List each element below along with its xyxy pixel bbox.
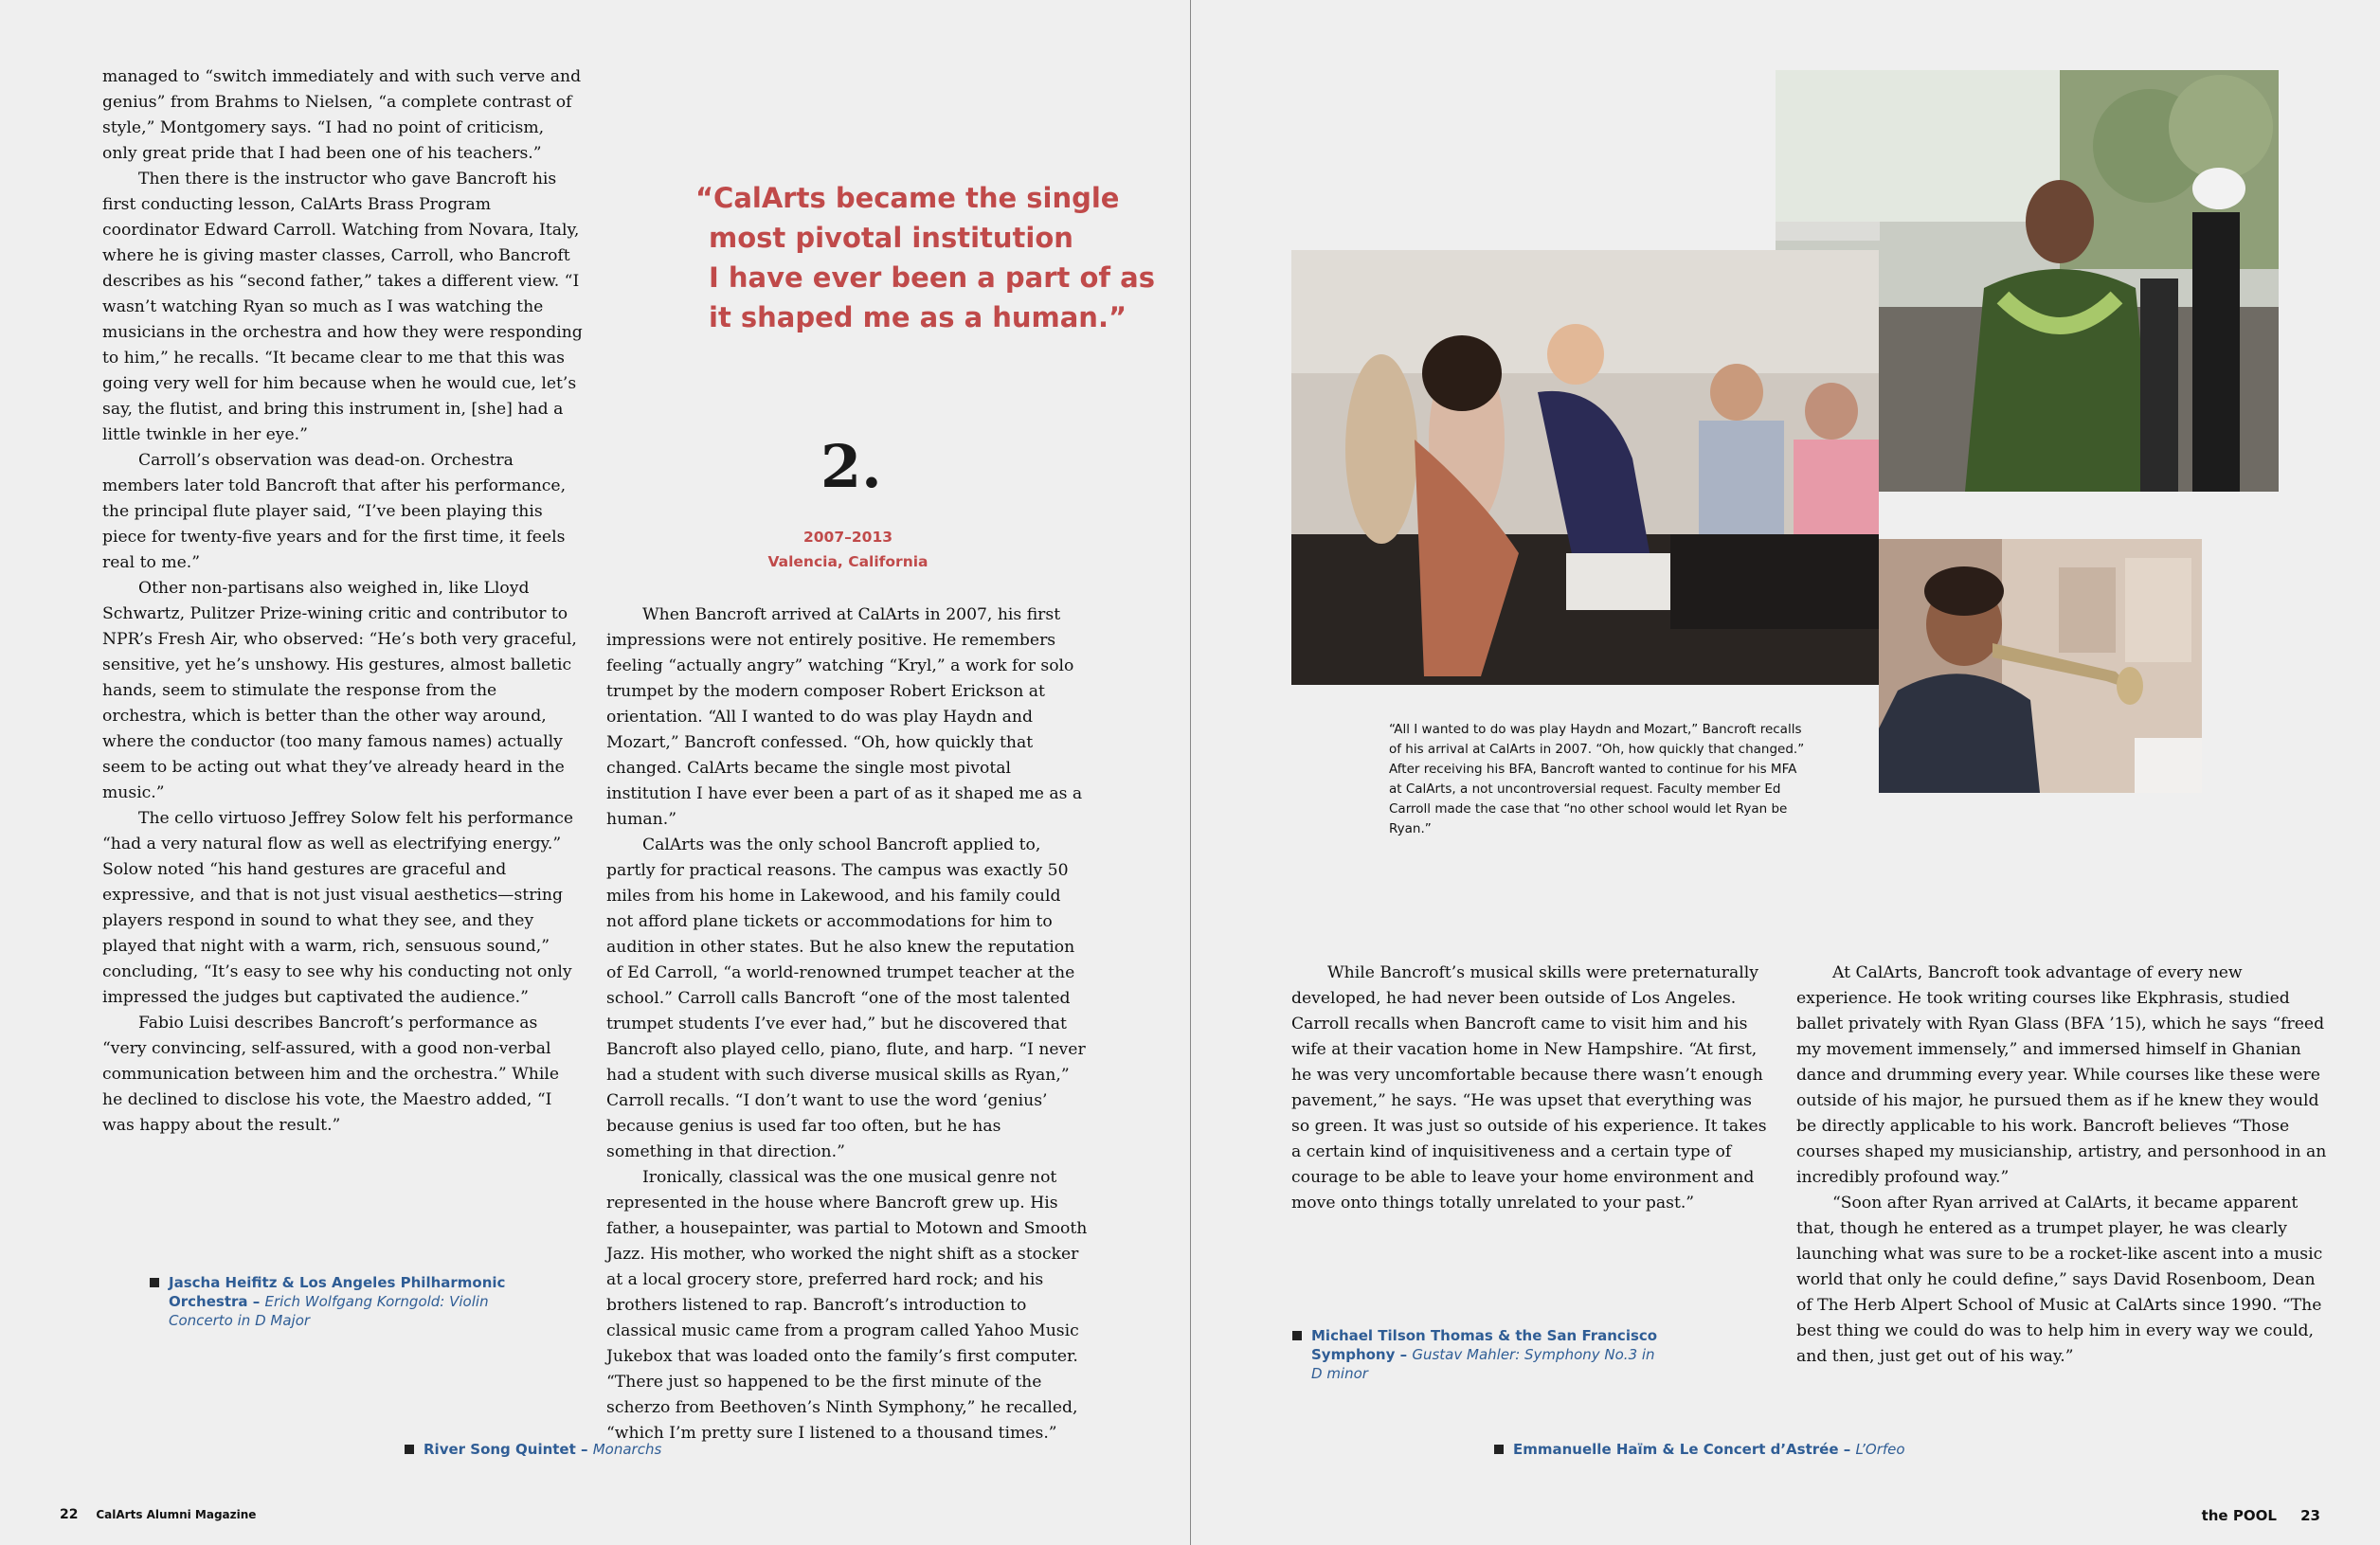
pull-quote-line: it shaped me as a human.” [709,301,1127,333]
paragraph: “Soon after Ryan arrived at CalArts, it became apparent that, though he entered as a trumpet player, he was clearly launching what was sure to be a rocket-like ascent into a music world that only he could define,” says David Rosenboom, Dean of The Herb Alpert School of Music at CalArts since 1990. “The best thing we could do was to help him in every way we could, and then, just get out of his way.” [1796,1194,2323,1366]
left-footer [60,1507,256,1522]
note-artist: Jascha Heifitz & Los Angeles Philharmonic Orchestra – [169,1274,506,1310]
note-artist: River Song Quintet – [424,1441,593,1458]
section-place: Valencia, California [767,553,929,570]
music-note-4 [1513,1440,1987,1459]
note-work: Gustav Mahler: Symphony No.3 in D minor [1311,1346,1655,1382]
paragraph: Ironically, classical was the one musical genre not represented in the house where Bancroft grew up. His father, a housepainter, was partial to Motown and Smooth Jazz. His mother, who worked the night shift as a stocker at a local grocery store, preferred hard rock; and his brothers listened to rap. Bancroft’s introduction to classical music came from a program called Yahoo Music Jukebox that was loaded onto the family’s first computer. “There just so happened to be the first minute of the scherzo from Beethoven’s Ninth Symphony,” he recalled, “which I’m pretty sure I listened to a thousand times.” [606,1168,1088,1443]
note-artist: Emmanuelle Haïm & Le Concert d’Astrée – [1513,1441,1856,1458]
section-number: 2. [820,432,882,501]
photo-trumpet-player-image [1879,539,2202,793]
page-number: 23 [2300,1507,2320,1524]
pull-quote [695,178,1155,337]
left-column-1 [102,64,584,1139]
note-work: Erich Wolfgang Korngold: Violin Concerto in D Major [169,1293,489,1329]
paragraph: CalArts was the only school Bancroft applied to, partly for practical reasons. The campus was exactly 50 miles from his home in Lakewood, and his family could not afford plane tickets or accommodations for him to audition in other states. But he also knew the reputation of Ed Carroll, “a world-renowned trumpet teacher at the school.” Carroll calls Bancroft “one of the most talented trumpet students I’ve ever had,” but he discovered that Bancroft also played cello, piano, flute, and harp. “I never had a student with such diverse musical skills as Ryan,” Carroll recalls. “I don’t want to use the word ‘genius’ because genius is used far too often, but he has something in that direction.” [606,835,1086,1161]
photo-dance-party [1291,250,1879,685]
pull-quote-line: “CalArts became the single [695,182,1120,214]
magazine-name: CalArts Alumni Magazine [96,1508,257,1521]
section-years: 2007–2013 [802,529,893,546]
bullet-square-icon [1494,1445,1504,1454]
right-column-2 [1796,961,2327,1370]
bullet-square-icon [405,1445,414,1454]
paragraph: Fabio Luisi describes Bancroft’s performance as “very convincing, self-assured, with a good non-verbal communication between him and the orchestra.” While he declined to disclose his vote, the Maestro added, “I was happy about the result.” [102,1014,559,1135]
music-note-2 [424,1440,802,1459]
paragraph: While Bancroft’s musical skills were preternaturally developed, he had never been outside of Los Angeles. Carroll recalls when Bancroft came to visit him and his wife at their vacation home in New Hampshire. “At first, he was very uncomfortable because there wasn’t enough pavement,” he says. “He was upset that everything was so green. It was just so outside of his experience. It takes a certain kind of inquisitiveness and a certain type of courage to be able to leave your home environment and move onto things totally unrelated to your past.” [1291,963,1767,1213]
paragraph: Carroll’s observation was dead-on. Orchestra members later told Bancroft that after his performance, the principal flute player said, “I’ve been playing this piece for twenty-five years and for the first time, it feels real to me.” [102,451,567,572]
right-column-1 [1291,961,1775,1216]
photo-trumpet-player [1879,539,2202,793]
left-column-2 [606,602,1090,1446]
magazine-name: the POOL [2201,1507,2277,1524]
pull-quote-line: most pivotal institution [709,222,1073,254]
page-spine [1190,0,1191,1545]
bullet-square-icon [150,1278,159,1287]
note-work: Monarchs [592,1441,662,1458]
bullet-square-icon [1292,1331,1302,1340]
note-work: L’Orfeo [1855,1441,1905,1458]
right-footer [2202,1507,2320,1524]
paragraph: At CalArts, Bancroft took advantage of every new experience. He took writing courses like Ekphrasis, studied ballet privately with Ryan Glass (BFA ’15), which he says “freed my movement immensely,” and immersed himself in Ghanian dance and drumming every year. While courses like these were outside of his major, he pursued them as if he knew they would be directly applicable to his work. Bancroft believes “Those courses shaped my musicianship, artistry, and personhood in an incredibly profound way.” [1796,963,2327,1187]
paragraph: managed to “switch immediately and with such verve and genius” from Brahms to Nielsen, “a complete contrast of style,” Montgomery says. “I had no point of criticism, only great pride that I had been one of his teachers.” [102,67,582,163]
pull-quote-line: I have ever been a part of as [709,261,1155,294]
paragraph: When Bancroft arrived at CalArts in 2007, his first impressions were not entirely positive. He remembers feeling “actually angry” watching “Kryl,” a work for solo trumpet by the modern composer Robert Erickson at orientation. “All I wanted to do was play Haydn and Mozart,” Bancroft confessed. “Oh, how quickly that changed. CalArts became the single most pivotal institution I have ever been a part of as it shaped me as a human.” [606,605,1083,829]
music-note-1 [169,1273,519,1330]
paragraph: Other non-partisans also weighed in, like Lloyd Schwartz, Pulitzer Prize-wining critic and contributor to NPR’s Fresh Air, who observed: “He’s both very graceful, sensitive, yet he’s unshowy. His gestures, almost balletic hands, seem to stimulate the response from the orchestra, which is better than the other way around, where the conductor (too many famous names) actually seem to be acting out what they’ve already heard in the music.” [102,579,577,802]
page-number: 22 [60,1507,79,1522]
paragraph: Then there is the instructor who gave Bancroft his first conducting lesson, CalArts Brass Program coordinator Edward Carroll. Watching from Novara, Italy, where he is giving master classes, Carroll, who Bancroft describes as his “second father,” takes a different view. “I wasn’t watching Ryan so much as I was watching the musicians in the orchestra and how they were responding to him,” he recalls. “It became clear to me that this was going very well for him because when he would cue, let’s say, the flutist, and bring this instrument in, [she] had a little twinkle in her eye.” [102,170,583,444]
paragraph: The cello virtuoso Jeffrey Solow felt his performance “had a very natural flow as well as electrifying energy.” Solow noted “his hand gestures are graceful and expressive, and that is not just visual aesthetics—string players respond in sound to what they see, and they played that night with a warm, rich, sensuous sound,” concluding, “It’s easy to see why his conducting not only impressed the judges but captivated the audience.” [102,809,574,1007]
note-artist: Michael Tilson Thomas & the San Francisco Symphony – [1311,1327,1658,1363]
music-note-3 [1311,1326,1662,1383]
photo-caption: “All I wanted to do was play Haydn and Mozart,” Bancroft recalls of his arrival at CalArts in 2007. “Oh, how quickly that changed.” After receiving his BFA, Bancroft wanted to continue for his MFA at CalArts, a not uncontroversial request. Faculty member Ed Carroll made the case that “no other school would let Ryan be Ryan.” [1389,722,1805,836]
photo-dance-party-image [1291,250,1879,685]
